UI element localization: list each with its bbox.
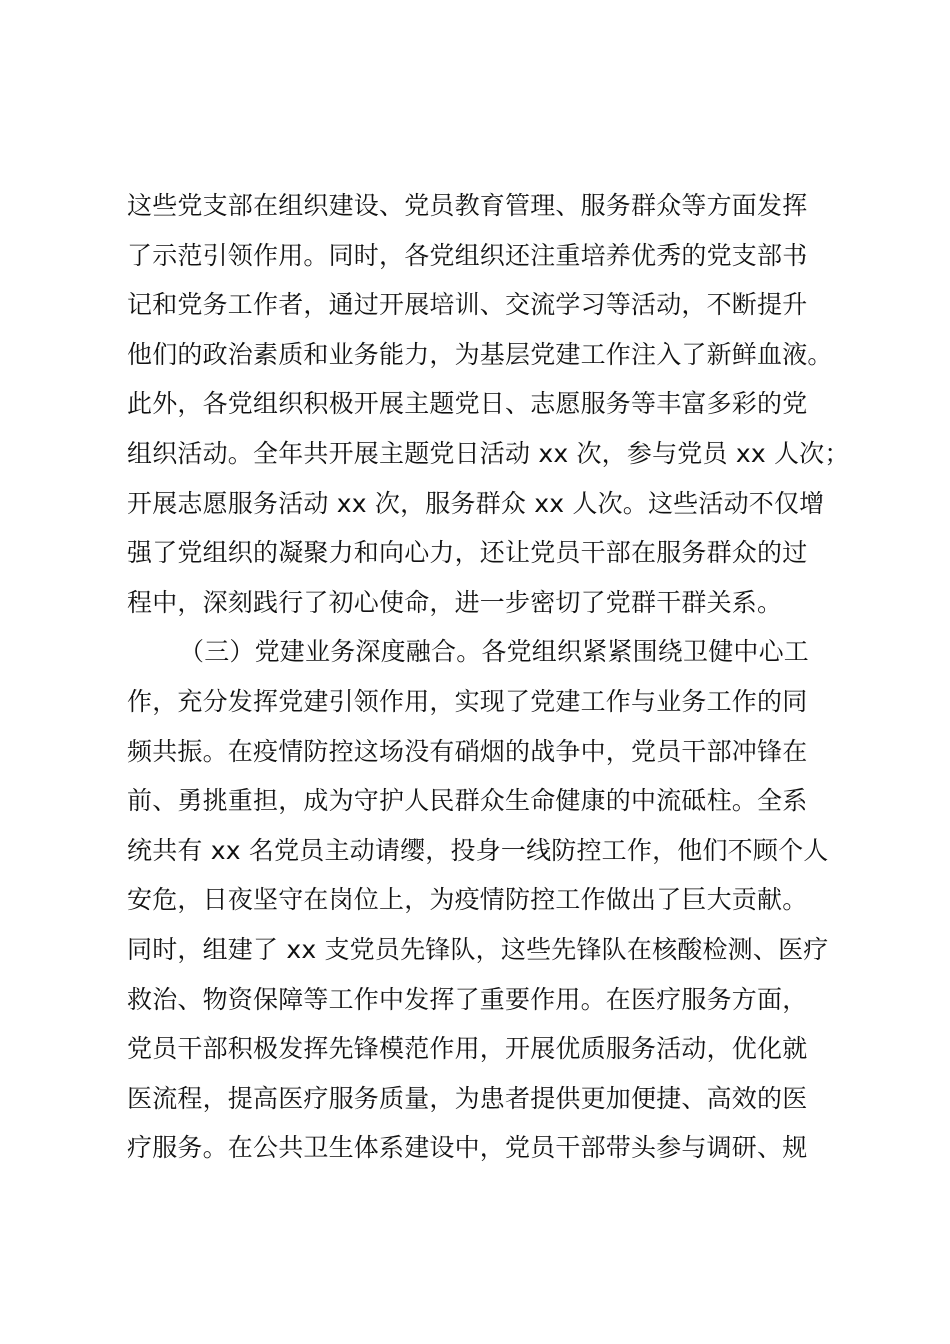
text-line: 频共振。在疫情防控这场没有硝烟的战争中，党员干部冲锋在 [127,736,808,766]
text-line: 此外，各党组织积极开展主题党日、志愿服务等丰富多彩的党 [127,389,808,419]
text-line: 前、勇挑重担，成为守护人民群众生命健康的中流砥柱。全系 [127,786,808,816]
text-line: 统共有 xx 名党员主动请缨，投身一线防控工作，他们不顾个人 [127,835,829,865]
text-line: 程中，深刻践行了初心使命，进一步密切了党群干群关系。 [127,587,783,617]
text-line: 这些党支部在组织建设、党员教育管理、服务群众等方面发挥 [127,191,808,220]
text-line: 开展志愿服务活动 xx 次，服务群众 xx 人次。这些活动不仅增 [127,488,825,518]
text-line: 他们的政治素质和业务能力，为基层党建工作注入了新鲜血液。 [127,339,833,369]
text-line: 记和党务工作者，通过开展培训、交流学习等活动，不断提升 [127,290,808,320]
text-line: 疗服务。在公共卫生体系建设中，党员干部带头参与调研、规 [127,1133,808,1163]
text-line: 医流程，提高医疗服务质量，为患者提供更加便捷、高效的医 [127,1083,808,1113]
section-heading-line: （三）党建业务深度融合。各党组织紧紧围绕卫健中心工 [179,637,810,667]
text-line: 了示范引领作用。同时，各党组织还注重培养优秀的党支部书 [127,240,808,270]
text-line: 作，充分发挥党建引领作用，实现了党建工作与业务工作的同 [127,686,808,716]
text-line: 党员干部积极发挥先锋模范作用，开展优质服务活动，优化就 [127,1034,808,1064]
text-line: 强了党组织的凝聚力和向心力，还让党员干部在服务群众的过 [127,538,808,568]
text-line: 同时，组建了 xx 支党员先锋队，这些先锋队在核酸检测、医疗 [127,934,829,964]
text-line: 救治、物资保障等工作中发挥了重要作用。在医疗服务方面， [127,984,808,1014]
text-line: 安危，日夜坚守在岗位上，为疫情防控工作做出了巨大贡献。 [127,885,808,915]
text-line: 组织活动。全年共开展主题党日活动 xx 次，参与党员 xx 人次； [127,438,850,468]
document-body [127,181,850,1173]
